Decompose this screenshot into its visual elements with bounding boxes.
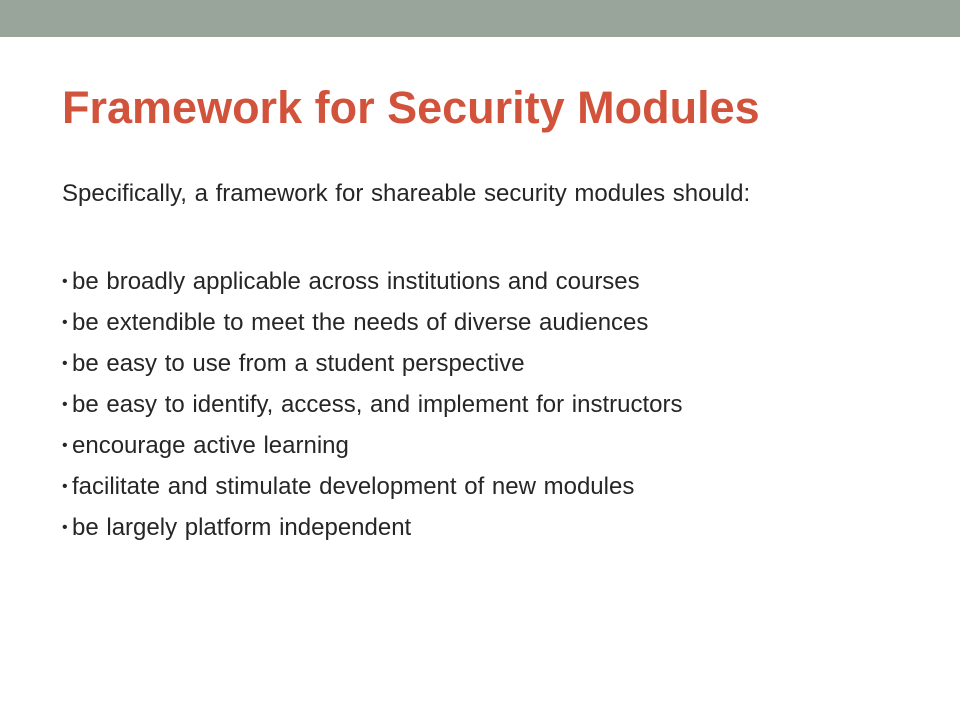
bullet-item — [62, 264, 922, 305]
bullet-icon: • — [62, 314, 68, 331]
bullet-item — [62, 469, 922, 510]
bullet-text: be largely platform independent — [72, 514, 412, 541]
bullet-icon: • — [62, 437, 68, 454]
bullet-text: encourage active learning — [72, 432, 349, 459]
bullet-icon: • — [62, 355, 68, 372]
bullet-text: facilitate and stimulate development of new modules — [72, 473, 635, 500]
bullet-icon: • — [62, 519, 68, 536]
bullet-list — [62, 264, 922, 551]
bullet-text: be extendible to meet the needs of diverse audiences — [72, 309, 649, 336]
bullet-icon: • — [62, 273, 68, 290]
bullet-text: be easy to identify, access, and implement for instructors — [72, 391, 683, 418]
bullet-text: be broadly applicable across institutions and courses — [72, 268, 640, 295]
bullet-item — [62, 387, 922, 428]
top-accent-band — [0, 0, 960, 37]
bullet-item — [62, 510, 922, 551]
bullet-item — [62, 305, 922, 346]
intro-text: Specifically, a framework for shareable security modules should: — [62, 180, 751, 207]
bullet-item — [62, 428, 922, 469]
bullet-text: be easy to use from a student perspective — [72, 350, 525, 377]
bullet-icon: • — [62, 396, 68, 413]
bullet-item — [62, 346, 922, 387]
bullet-icon: • — [62, 478, 68, 495]
slide-title: Framework for Security Modules — [62, 82, 760, 133]
